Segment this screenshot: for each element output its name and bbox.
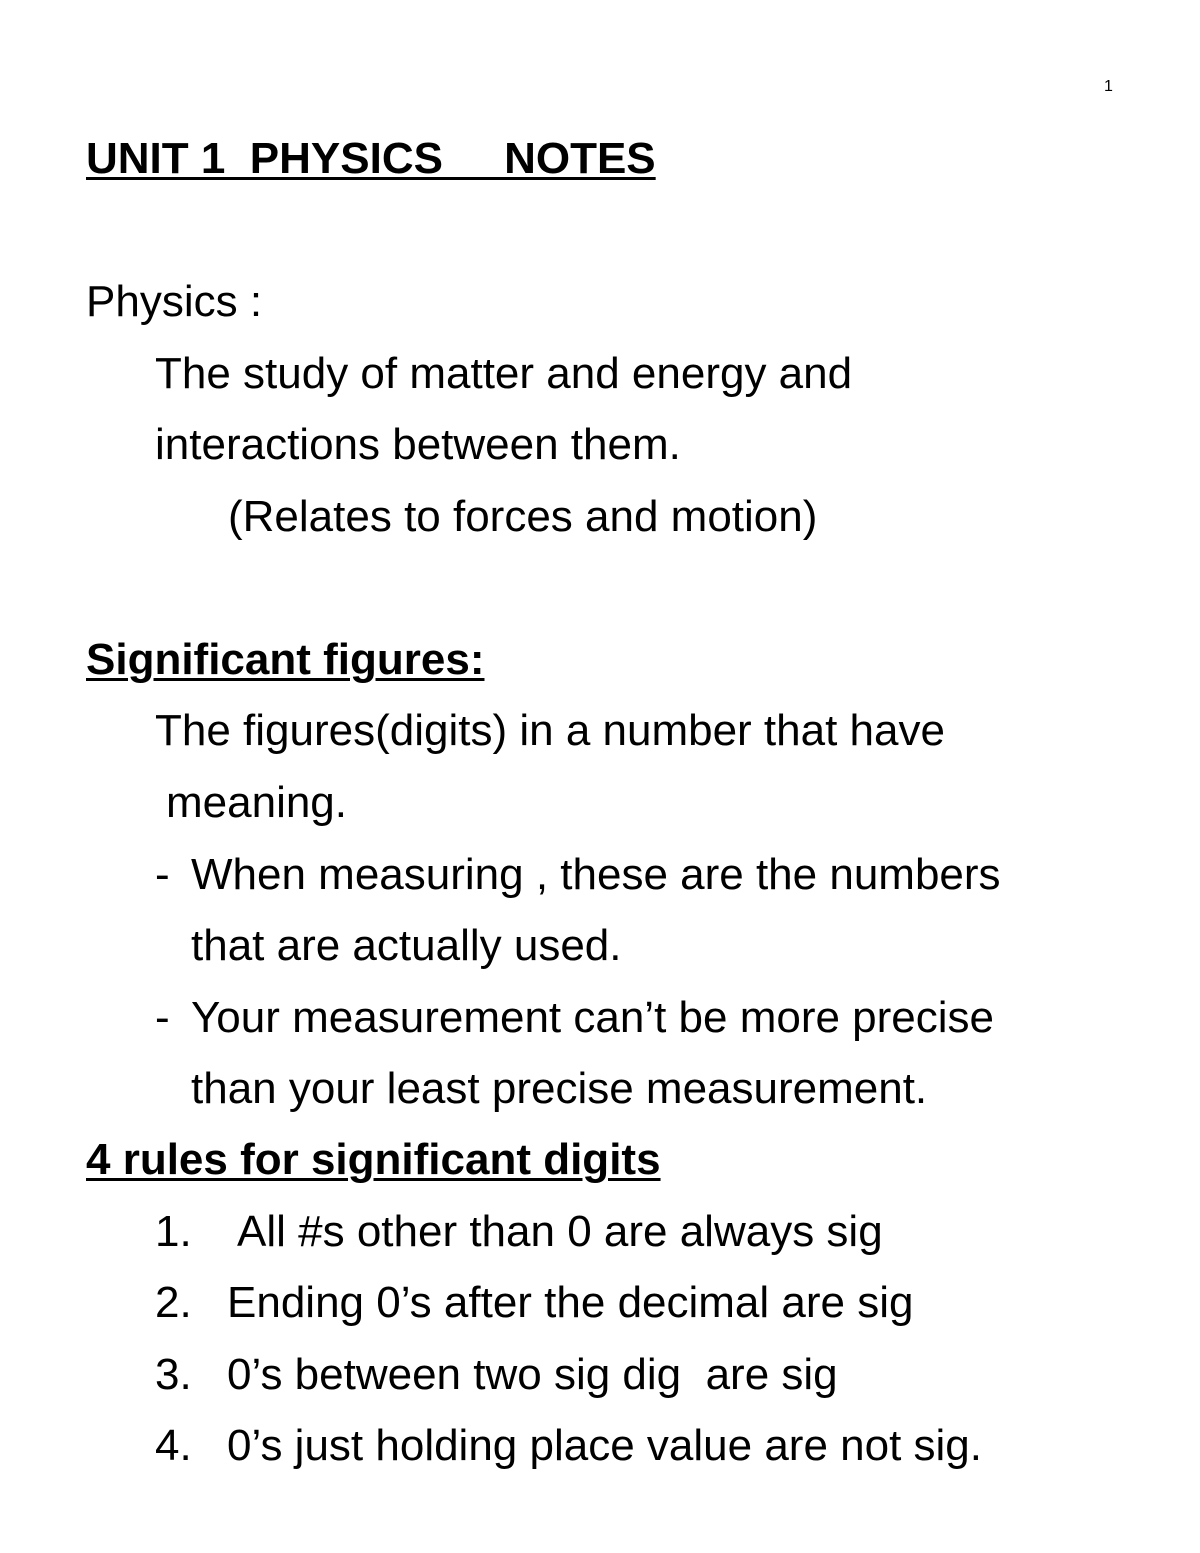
rule-4-text: 0’s just holding place value are not sig.: [227, 1421, 983, 1470]
rule-2-number: 2.: [155, 1278, 192, 1327]
bullet-2-line-1: Your measurement can’t be more precise: [191, 993, 994, 1042]
rule-2-text: Ending 0’s after the decimal are sig: [227, 1278, 914, 1327]
rule-1-number: 1.: [155, 1207, 192, 1256]
physics-definition-line-2: interactions between them.: [155, 420, 681, 469]
sig-figs-definition-line-2: meaning.: [166, 778, 348, 827]
bullet-1-line-1: When measuring , these are the numbers: [191, 850, 1001, 899]
rule-3-number: 3.: [155, 1350, 192, 1399]
bullet-2-line-2: than your least precise measurement.: [191, 1064, 928, 1113]
bullet-marker: -: [155, 993, 170, 1042]
bullet-marker: -: [155, 850, 170, 899]
page-number: 1: [1104, 78, 1113, 95]
rule-3-text: 0’s between two sig dig are sig: [227, 1350, 838, 1399]
page-title: UNIT 1 PHYSICS NOTES: [86, 134, 656, 183]
physics-note: (Relates to forces and motion): [228, 492, 818, 541]
rules-heading: 4 rules for significant digits: [86, 1135, 661, 1184]
sig-figs-heading: Significant figures:: [86, 635, 485, 684]
rule-4-number: 4.: [155, 1421, 192, 1470]
bullet-1-line-2: that are actually used.: [191, 921, 622, 970]
sig-figs-definition-line-1: The figures(digits) in a number that have: [155, 706, 945, 755]
physics-definition-line-1: The study of matter and energy and: [155, 349, 853, 398]
rule-1-text: All #s other than 0 are always sig: [237, 1207, 883, 1256]
physics-term: Physics :: [86, 277, 263, 326]
